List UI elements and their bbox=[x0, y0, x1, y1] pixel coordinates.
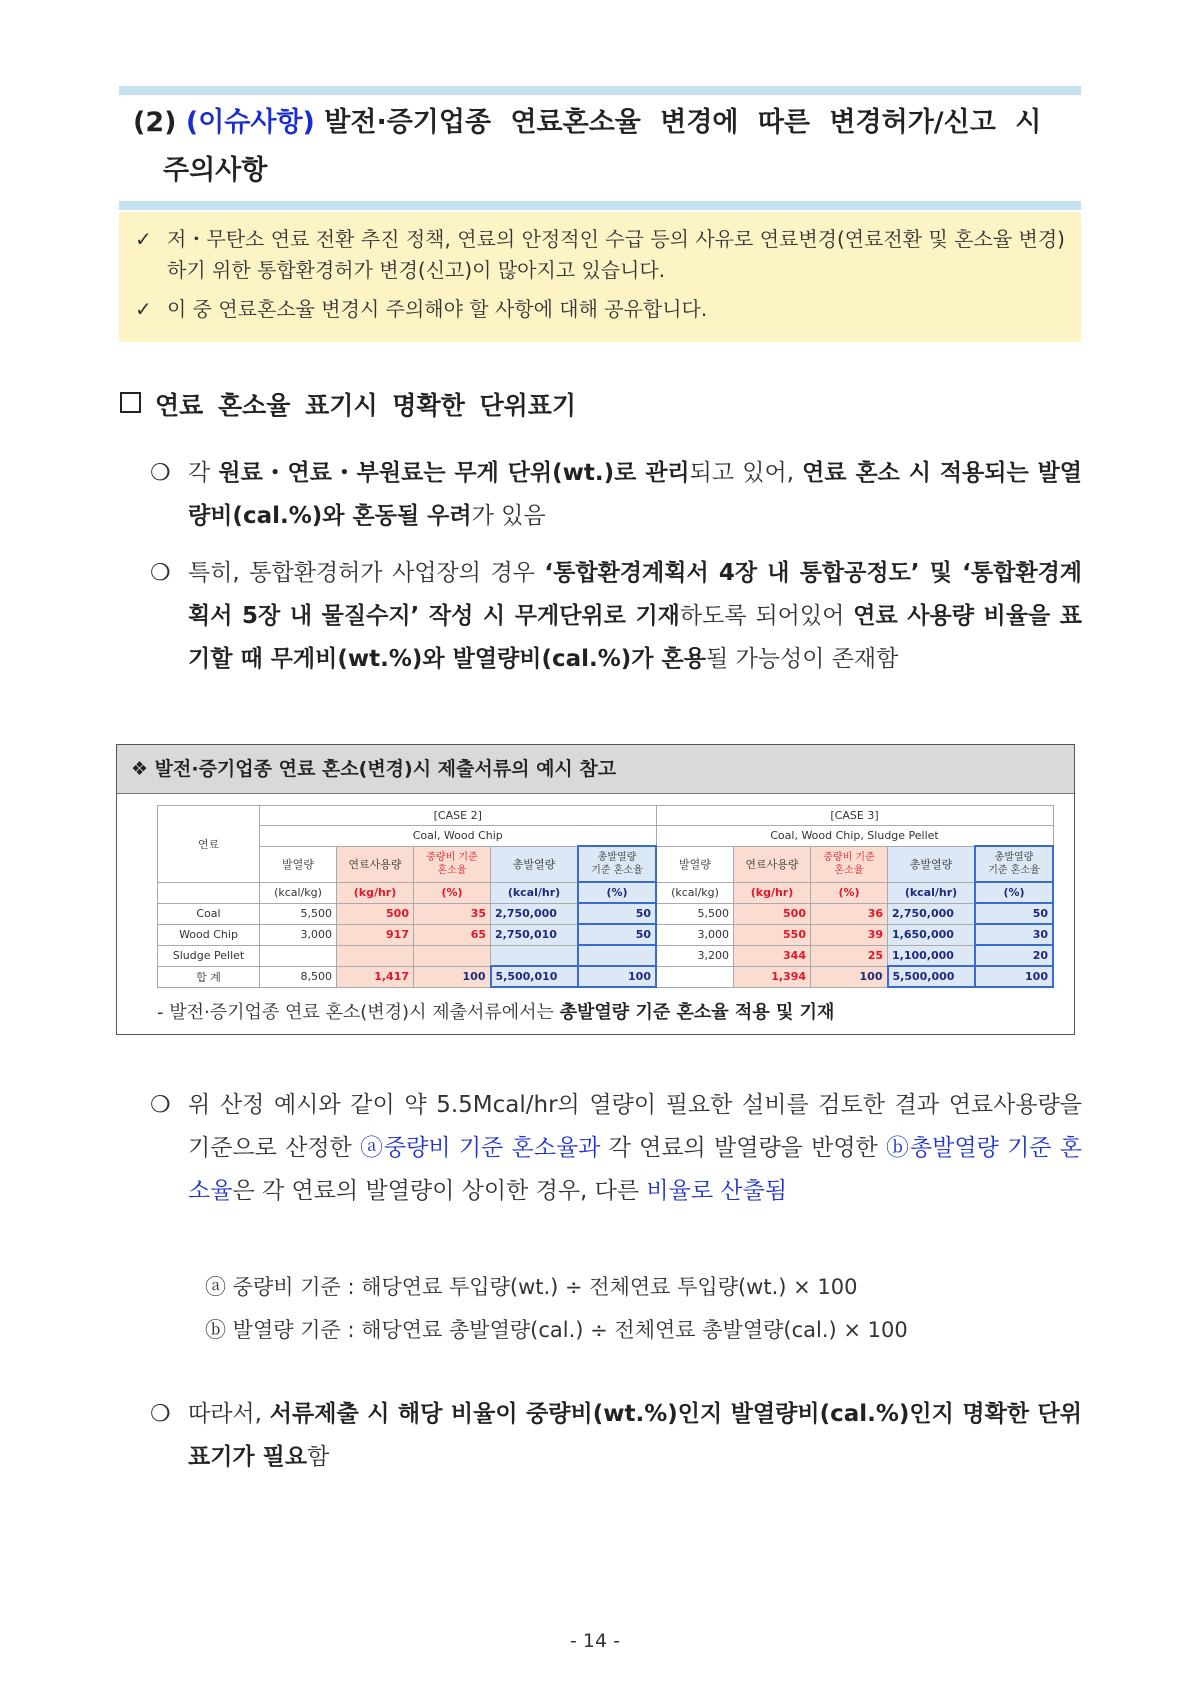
unit-cell: (kcal/kg) bbox=[656, 882, 734, 903]
cell bbox=[656, 966, 734, 987]
table-row bbox=[158, 903, 1054, 924]
cell bbox=[260, 945, 337, 966]
reference-footnote bbox=[157, 998, 834, 1024]
cell: 1,394 bbox=[734, 966, 811, 987]
col-total-ratio-line: 총발열량 bbox=[597, 852, 637, 863]
bullet-1-body bbox=[188, 452, 1082, 538]
bullet-2 bbox=[150, 552, 1082, 681]
text-run: 따라서, bbox=[188, 1401, 270, 1427]
table-row bbox=[158, 806, 1054, 826]
table-row bbox=[158, 846, 1054, 882]
reference-box bbox=[116, 744, 1075, 1035]
cell: 35 bbox=[414, 903, 491, 924]
cell: 5,500,000 bbox=[888, 966, 976, 987]
circle-bullet-icon: ❍ bbox=[150, 1092, 171, 1118]
cell: 5,500,010 bbox=[491, 966, 579, 987]
cell: 1,100,000 bbox=[888, 945, 976, 966]
col-heat: 발열량 bbox=[260, 846, 337, 882]
check-icon: ✓ bbox=[135, 227, 152, 251]
table-row bbox=[158, 945, 1054, 966]
cell: 1,417 bbox=[337, 966, 414, 987]
blue-run: ⓐ중량비 기준 혼소율과 bbox=[360, 1135, 601, 1161]
unit-cell: (%) bbox=[414, 882, 491, 903]
unit-cell: (%) bbox=[811, 882, 888, 903]
col-use: 연료사용량 bbox=[337, 846, 414, 882]
text-run: 가 있음 bbox=[471, 503, 546, 529]
col-heat: 발열량 bbox=[656, 846, 734, 882]
notice-box bbox=[119, 212, 1081, 342]
bold-run: ‘통합환경계획서 4장 내 통합공정도’ 및 ‘통합환경계획서 5장 내 물질수지’ 작성 시 무게단위로 기재 bbox=[188, 560, 1082, 629]
cell: 50 bbox=[578, 903, 656, 924]
text-run: 하도록 되어있어 bbox=[679, 603, 854, 629]
check-icon: ✓ bbox=[135, 297, 152, 321]
table-row bbox=[158, 966, 1054, 987]
circle-bullet-icon: ❍ bbox=[150, 560, 171, 586]
bullet-2-body bbox=[188, 552, 1082, 681]
case2-label: [CASE 2] bbox=[260, 806, 657, 826]
cell: 550 bbox=[734, 924, 811, 945]
fuel-name: 합 계 bbox=[158, 966, 260, 987]
cell bbox=[578, 945, 656, 966]
notice-text: 이 중 연료혼소율 변경시 주의해야 할 사항에 대해 공유합니다. bbox=[167, 297, 708, 321]
unit-cell: (%) bbox=[578, 882, 656, 903]
notice-item bbox=[135, 224, 1065, 286]
col-wt-ratio bbox=[811, 846, 888, 882]
unit-cell: (kg/hr) bbox=[734, 882, 811, 903]
cell: 39 bbox=[811, 924, 888, 945]
col-use: 연료사용량 bbox=[734, 846, 811, 882]
case3-label: [CASE 3] bbox=[656, 806, 1053, 826]
col-total-ratio bbox=[578, 846, 656, 882]
cell: 50 bbox=[578, 924, 656, 945]
cell: 100 bbox=[414, 966, 491, 987]
bold-run: 원료・연료・부원료는 무게 단위(wt.)로 관리 bbox=[218, 460, 690, 486]
cell: 100 bbox=[811, 966, 888, 987]
col-wt-ratio-line: 중량비 기준 bbox=[426, 852, 478, 863]
text-run: 될 가능성이 존재함 bbox=[705, 646, 899, 672]
cell: 3,200 bbox=[656, 945, 734, 966]
title-number: (2) bbox=[133, 107, 177, 138]
text-run: - 발전·증기업종 연료 혼소(변경)시 제출서류에서는 bbox=[157, 1002, 560, 1023]
cell: 20 bbox=[975, 945, 1053, 966]
cell: 100 bbox=[578, 966, 656, 987]
bullet-4-body bbox=[188, 1393, 1082, 1479]
title-line-2: 주의사항 bbox=[163, 155, 268, 186]
fuel-table bbox=[157, 805, 1054, 988]
unit-blank bbox=[158, 882, 260, 903]
cell: 36 bbox=[811, 903, 888, 924]
cell: 5,500 bbox=[656, 903, 734, 924]
text-run: 각 연료의 발열량을 반영한 bbox=[600, 1135, 887, 1161]
unit-cell: (kg/hr) bbox=[337, 882, 414, 903]
title-line-1 bbox=[133, 99, 1067, 147]
table-row bbox=[158, 826, 1054, 847]
col-total-ratio bbox=[975, 846, 1053, 882]
formula-a: ⓐ 중량비 기준 : 해당연료 투입량(wt.) ÷ 전체연료 투입량(wt.) × 100 bbox=[205, 1275, 858, 1299]
fuel-name: Wood Chip bbox=[158, 924, 260, 945]
reference-heading: ❖ 발전·증기업종 연료 혼소(변경)시 제출서류의 예시 참고 bbox=[117, 745, 1074, 794]
cell bbox=[337, 945, 414, 966]
cell bbox=[414, 945, 491, 966]
fuel-name: Coal bbox=[158, 903, 260, 924]
circle-bullet-icon: ❍ bbox=[150, 1401, 171, 1427]
cell: 3,000 bbox=[656, 924, 734, 945]
text-run: 각 bbox=[188, 460, 219, 486]
col-total-ratio-line: 총발열량 bbox=[994, 852, 1034, 863]
formula-b: ⓑ 발열량 기준 : 해당연료 총발열량(cal.) ÷ 전체연료 총발열량(cal.) × 100 bbox=[205, 1318, 908, 1342]
col-wt-ratio-line: 혼소율 bbox=[437, 865, 467, 876]
cell: 5,500 bbox=[260, 903, 337, 924]
text-run: 특히, 통합환경허가 사업장의 경우 bbox=[188, 560, 545, 586]
col-wt-ratio-line: 중량비 기준 bbox=[823, 852, 875, 863]
col-total-ratio-line: 기준 혼소율 bbox=[988, 865, 1040, 876]
bullet-3 bbox=[150, 1084, 1082, 1213]
text-run: 함 bbox=[307, 1444, 330, 1470]
unit-cell: (%) bbox=[975, 882, 1053, 903]
cell: 2,750,000 bbox=[491, 903, 579, 924]
bold-run: 연료 혼소 시 적용되는 발열량비(cal.%)와 혼동될 우려 bbox=[188, 460, 1083, 529]
fuel-name: Sludge Pellet bbox=[158, 945, 260, 966]
notice-text: 저・무탄소 연료 전환 추진 정책, 연료의 안정적인 수급 등의 사유로 연료변경(연료전환 및 혼소율 변경)하기 위한 통합환경허가 변경(신고)이 많아지고 있습니다. bbox=[167, 227, 1065, 282]
notice-item bbox=[135, 294, 1065, 325]
case3-fuels: Coal, Wood Chip, Sludge Pellet bbox=[656, 826, 1053, 847]
cell: 8,500 bbox=[260, 966, 337, 987]
page-number: - 14 - bbox=[570, 1630, 620, 1652]
circle-bullet-icon: ❍ bbox=[150, 460, 171, 486]
case2-fuels: Coal, Wood Chip bbox=[260, 826, 657, 847]
title-tag: (이슈사항) bbox=[185, 107, 315, 138]
col-total-ratio-line: 기준 혼소율 bbox=[591, 865, 643, 876]
section-heading bbox=[120, 386, 576, 422]
blue-run: 비율로 산출됨 bbox=[646, 1178, 788, 1204]
cell: 500 bbox=[734, 903, 811, 924]
unit-cell: (kcal/hr) bbox=[888, 882, 976, 903]
text-run: 은 각 연료의 발열량이 상이한 경우, 다른 bbox=[232, 1178, 647, 1204]
title-text: 발전·증기업종 연료혼소율 변경에 따른 변경허가/신고 시 bbox=[324, 107, 1042, 138]
blue-run: ⓑ총발열량 기준 혼소율 bbox=[188, 1135, 1082, 1204]
bold-run: 총발열량 기준 혼소율 적용 및 기재 bbox=[559, 1002, 835, 1023]
cell: 1,650,000 bbox=[888, 924, 976, 945]
text-run: 되고 있어, bbox=[689, 460, 803, 486]
bullet-3-body bbox=[188, 1084, 1082, 1213]
bullet-1 bbox=[150, 452, 1082, 538]
cell: 917 bbox=[337, 924, 414, 945]
cell: 500 bbox=[337, 903, 414, 924]
bullet-4 bbox=[150, 1393, 1082, 1479]
cell: 50 bbox=[975, 903, 1053, 924]
text-run: 위 산정 예시와 같이 약 5.5Mcal/hr의 열량이 필요한 설비를 검토한 결과 연료사용량을 기준으로 산정한 bbox=[188, 1092, 1082, 1161]
unit-cell: (kcal/kg) bbox=[260, 882, 337, 903]
cell: 2,750,010 bbox=[491, 924, 579, 945]
col-wt-ratio-line: 혼소율 bbox=[834, 865, 864, 876]
table-row bbox=[158, 924, 1054, 945]
cell bbox=[491, 945, 579, 966]
cell: 3,000 bbox=[260, 924, 337, 945]
cell: 100 bbox=[975, 966, 1053, 987]
cell: 25 bbox=[811, 945, 888, 966]
col-total: 총발열량 bbox=[491, 846, 579, 882]
unit-cell: (kcal/hr) bbox=[491, 882, 579, 903]
title-band bbox=[119, 86, 1081, 210]
col-total: 총발열량 bbox=[888, 846, 976, 882]
bold-run: 서류제출 시 해당 비율이 중량비(wt.%)인지 발열량비(cal.%)인지 명확한 단위표기가 필요 bbox=[188, 1401, 1082, 1470]
table-row bbox=[158, 882, 1054, 903]
bold-run: 연료 사용량 비율을 표기할 때 무게비(wt.%)와 발열량비(cal.%)가 혼용 bbox=[188, 603, 1083, 672]
cell: 344 bbox=[734, 945, 811, 966]
checkbox-square-icon bbox=[120, 392, 141, 413]
col-fuel: 연료 bbox=[158, 806, 260, 883]
col-wt-ratio bbox=[414, 846, 491, 882]
cell: 65 bbox=[414, 924, 491, 945]
section-heading-text: 연료 혼소율 표기시 명확한 단위표기 bbox=[155, 391, 577, 420]
cell: 2,750,000 bbox=[888, 903, 976, 924]
cell: 30 bbox=[975, 924, 1053, 945]
